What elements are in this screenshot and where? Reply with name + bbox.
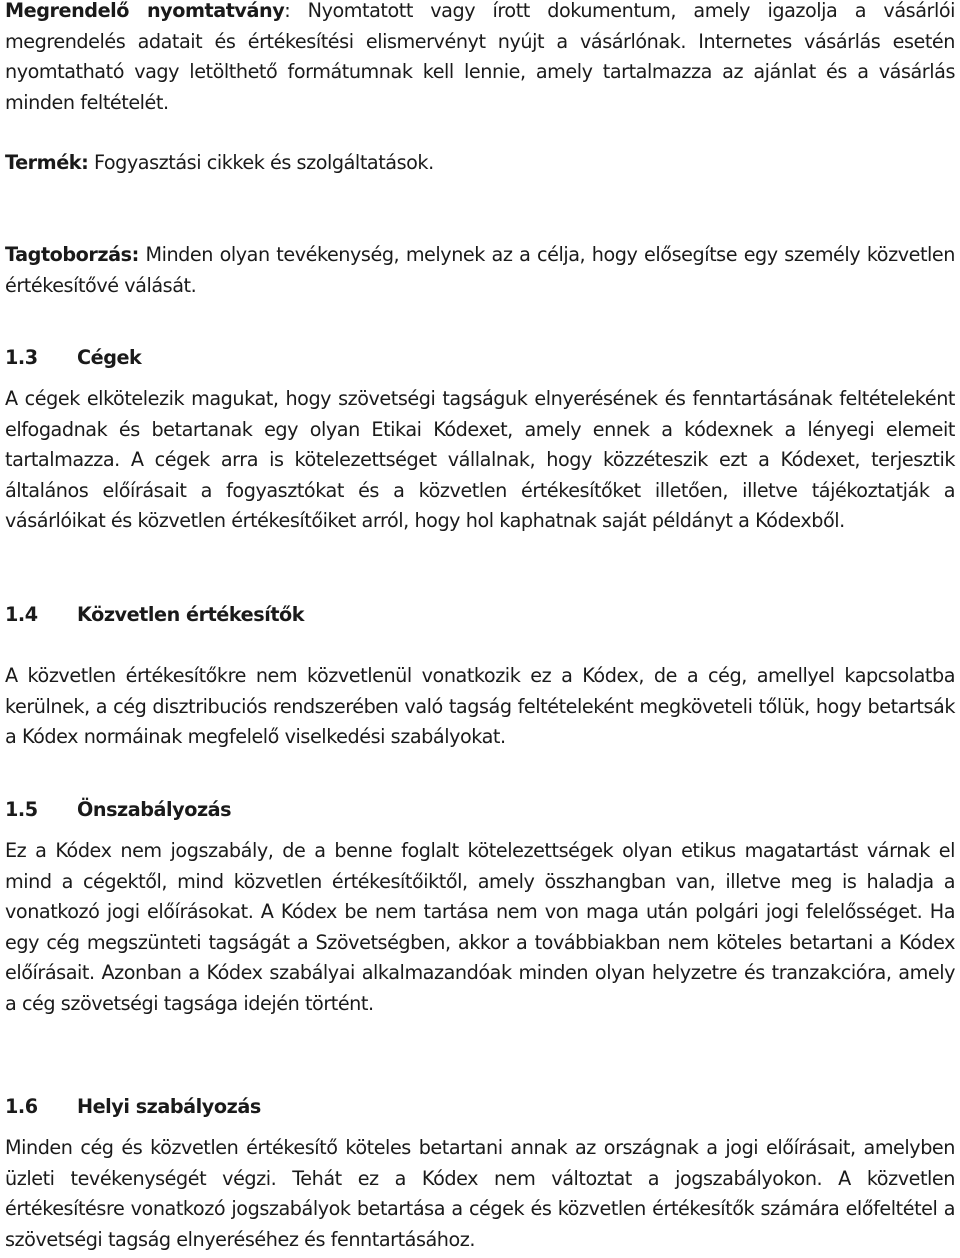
definition-text: Nyomtatott vagy írott dokumentum, amely igazolja a vásárlói megrendelés adatait és értékesítési elismervényt nyújt a vásárlónak. Internetes vásárlás esetén nyomtatható vagy letölthető formátumnak kell lennie, amely tartalmazza az ajánlat és a vásárlás minden feltételét. bbox=[5, 0, 955, 114]
section-number: 1.4 bbox=[5, 603, 38, 626]
section-number: 1.3 bbox=[5, 346, 38, 369]
definition-text: Fogyasztási cikkek és szolgáltatások. bbox=[88, 151, 434, 174]
definition-recruitment bbox=[5, 240, 955, 301]
section-number: 1.6 bbox=[5, 1095, 38, 1118]
section-number: 1.5 bbox=[5, 798, 38, 821]
definition-term: Tagtoborzás: bbox=[5, 243, 139, 266]
definition-term: Termék: bbox=[5, 151, 89, 174]
section-heading-1-5 bbox=[5, 795, 231, 825]
definition-product bbox=[5, 148, 955, 179]
definition-text: Minden olyan tevékenység, melynek az a célja, hogy elősegítse egy személy közvetlen értékesítővé válását. bbox=[5, 243, 955, 297]
section-heading-1-3 bbox=[5, 343, 141, 373]
section-title: Helyi szabályozás bbox=[77, 1095, 261, 1118]
definition-order-form bbox=[5, 0, 955, 118]
section-title: Önszabályozás bbox=[77, 798, 232, 821]
definition-separator: : bbox=[284, 0, 291, 22]
section-heading-1-4 bbox=[5, 600, 304, 630]
section-title: Közvetlen értékesítők bbox=[77, 603, 305, 626]
section-body-1-3: A cégek elkötelezik magukat, hogy szövetségi tagságuk elnyerésének és fenntartásának feltételeként elfogadnak és betartanak egy olyan Etikai Kódexet, amely ennek a kódexnek a lényegi elemeit tartalmazza. A cégek arra is kötelezettséget vállalnak, hogy közzéteszik ezt a Kódexet, terjesztik általános előírásait a fogyasztókat és a közvetlen értékesítőket illetően, illetve tájékoztatják a vásárlóikat és közvetlen értékesítőiket arról, hogy hol kaphatnak saját példányt a Kódexből. bbox=[5, 387, 955, 533]
section-body-1-4: A közvetlen értékesítőkre nem közvetlenül vonatkozik ez a Kódex, de a cég, amellyel kapcsolatba kerülnek, a cég disztribuciós rendszerében való tagság feltételeként megköveteli tőlük, hogy betartsák a Kódex normáinak megfelelő viselkedési szabályokat. bbox=[5, 664, 955, 749]
definition-term: Megrendelő nyomtatvány bbox=[5, 0, 285, 22]
section-title: Cégek bbox=[77, 346, 142, 369]
section-body-1-5: Ez a Kódex nem jogszabály, de a benne foglalt kötelezettségek olyan etikus magatartást várnak el mind a cégektől, mind közvetlen értékesítőiktől, amely összhangban van, illetve meg is haladja a vonatkozó jogi előírásokat. A Kódex be nem tartása nem von maga után polgári jogi felelősséget. Ha egy cég megszünteti tagságát a Szövetségben, akkor a továbbiakban nem köteles betartani a Kódex előírásait. Azonban a Kódex szabályai alkalmazandóak minden olyan helyzetre és tranzakcióra, amely a cég szövetségi tagsága idején történt. bbox=[5, 839, 955, 1015]
section-heading-1-6 bbox=[5, 1092, 261, 1122]
section-body-1-6: Minden cég és közvetlen értékesítő köteles betartani annak az országnak a jogi előírásait, amelyben üzleti tevékenységét végzi. Tehát ez a Kódex nem változtat a jogszabályokon. A közvetlen értékesítésre vonatkozó jogszabályok betartása a cégek és közvetlen értékesítők számára előfeltétel a szövetségi tagság elnyeréséhez és fenntartásához. bbox=[5, 1136, 955, 1251]
